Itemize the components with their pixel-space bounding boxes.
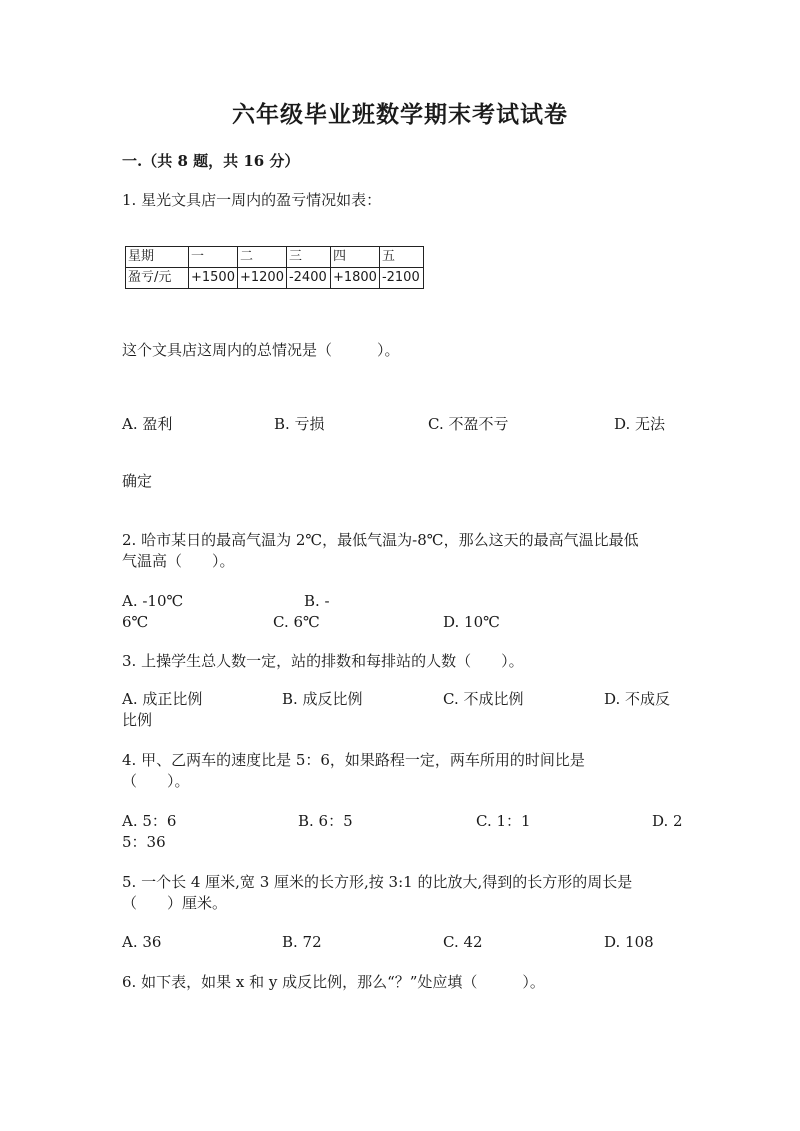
table-cell: 一: [189, 247, 238, 268]
question-1-stem: 1. 星光文具店一周内的盈亏情况如表：: [122, 191, 382, 209]
option-d-wrap: 5：36: [122, 833, 166, 851]
option-b: B. -: [304, 592, 330, 610]
question-2-line1: 2. 哈市某日的最高气温为 2℃，最低气温为-8℃，那么这天的最高气温比最低: [122, 531, 639, 549]
section-heading: 一.（共 8 题，共 16 分）: [122, 152, 300, 170]
table-row: [126, 268, 424, 289]
question-5-line2: （ ）厘米。: [122, 894, 228, 912]
question-6-stem: 6. 如下表，如果 x 和 y 成反比例，那么“？”处应填（ ）。: [122, 973, 545, 991]
table-cell: 三: [286, 247, 330, 268]
table-cell: +1800: [330, 268, 379, 289]
option-d-wrap: 比例: [122, 711, 153, 729]
question-3-stem: 3. 上操学生总人数一定，站的排数和每排站的人数（ ）。: [122, 652, 524, 670]
table-cell: +1500: [189, 268, 238, 289]
table-cell: -2400: [286, 268, 330, 289]
option-c: C. 42: [443, 933, 483, 951]
table-cell: 二: [237, 247, 286, 268]
table-cell: 四: [330, 247, 379, 268]
question-4-line1: 4. 甲、乙两车的速度比是 5：6，如果路程一定，两车所用的时间比是: [122, 751, 585, 769]
option-d: D. 108: [604, 933, 654, 951]
table-cell: -2100: [379, 268, 423, 289]
option-b: B. 6：5: [298, 812, 353, 830]
option-c: C. 1：1: [476, 812, 531, 830]
option-c: C. 不成比例: [443, 690, 524, 708]
option-b: B. 72: [282, 933, 322, 951]
option-a: A. 36: [122, 933, 162, 951]
question-2-line2: 气温高（ ）。: [122, 552, 235, 570]
table-cell: 盈亏/元: [126, 268, 189, 289]
table-cell: +1200: [237, 268, 286, 289]
option-c: C. 不盈不亏: [428, 415, 509, 433]
option-d: D. 10℃: [443, 613, 500, 631]
question-1-text: 这个文具店这周内的总情况是（ ）。: [122, 341, 400, 359]
table-cell: 五: [379, 247, 423, 268]
option-b-wrap: 6℃: [122, 613, 149, 631]
option-d-wrap: 确定: [122, 472, 153, 490]
question-5-line1: 5. 一个长 4 厘米,宽 3 厘米的长方形,按 3:1 的比放大,得到的长方形的周长是: [122, 873, 633, 891]
option-a: A. 5：6: [122, 812, 177, 830]
option-a: A. 盈利: [122, 415, 173, 433]
page-title: 六年级毕业班数学期末考试试卷: [232, 101, 568, 128]
option-d: D. 不成反: [604, 690, 671, 708]
table-cell: 星期: [126, 247, 189, 268]
option-a: A. -10℃: [122, 592, 184, 610]
option-d: D. 2: [652, 812, 683, 830]
option-c: C. 6℃: [273, 613, 320, 631]
profit-loss-table: [125, 246, 424, 289]
question-4-line2: （ ）。: [122, 772, 190, 790]
table-row: [126, 247, 424, 268]
option-a: A. 成正比例: [122, 690, 203, 708]
option-d: D. 无法: [614, 415, 666, 433]
option-b: B. 亏损: [274, 415, 325, 433]
option-b: B. 成反比例: [282, 690, 363, 708]
